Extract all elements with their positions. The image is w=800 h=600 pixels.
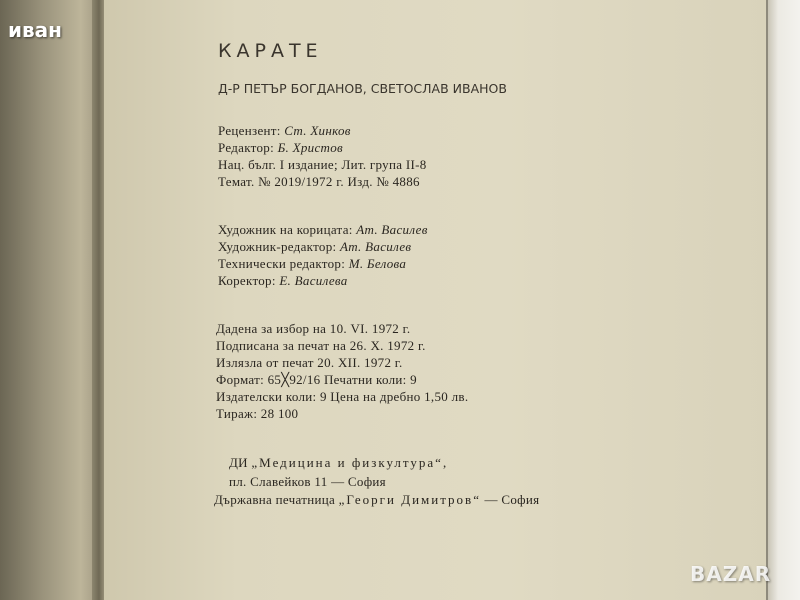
credit-edition [218, 157, 427, 173]
printer-name: „Георги Димитров“ [338, 492, 481, 507]
print-info-line: Дадена за избор на 10. VI. 1972 г. [216, 321, 411, 336]
print-info-line: Тираж: 28 100 [216, 406, 299, 421]
credit-label: Нац. бълг. I издание; Лит. група II-8 [218, 157, 427, 172]
left-page [0, 0, 95, 600]
staff-tech-editor [218, 256, 406, 272]
page-edge [766, 0, 800, 600]
credit-label: Темат. № 2019/1972 г. Изд. № 4886 [218, 174, 420, 189]
print-info-line: Излязла от печат 20. XII. 1972 г. [216, 355, 403, 370]
book-title: КАРАТЕ [218, 40, 323, 62]
publisher-address: пл. Славейков 11 — София [229, 474, 386, 489]
staff-art-editor [218, 239, 411, 255]
print-info-line: Формат: 65╳92/16 Печатни коли: 9 [216, 372, 417, 387]
staff-value: Ат. Василев [356, 222, 428, 237]
credit-label: Рецензент: [218, 123, 285, 138]
credit-reviewer [218, 123, 351, 139]
staff-value: Ат. Василев [339, 239, 412, 254]
printing-house [214, 492, 539, 508]
printer-prefix: Държавна печатница [214, 492, 339, 507]
print-info-line: Подписана за печат на 26. X. 1972 г. [216, 338, 426, 353]
credit-value: Ст. Хинков [284, 123, 351, 138]
staff-label: Художник на корицата: [218, 222, 357, 237]
staff-proofreader [218, 273, 348, 289]
staff-cover-artist [218, 222, 428, 238]
staff-label: Технически редактор: [218, 256, 349, 271]
credit-label: Редактор: [218, 140, 278, 155]
watermark-top: иван [8, 18, 62, 42]
staff-value: М. Белова [348, 256, 407, 271]
credit-editor [218, 140, 343, 156]
credit-value: Б. Христов [277, 140, 343, 155]
credit-thematic [218, 174, 420, 190]
watermark-bottom: BAZAR [690, 562, 772, 586]
staff-value: Е. Василева [279, 273, 348, 288]
staff-label: Коректор: [218, 273, 280, 288]
book-authors: Д-Р ПЕТЪР БОГДАНОВ, СВЕТОСЛАВ ИВАНОВ [218, 81, 507, 96]
print-info-line: Издателски коли: 9 Цена на дребно 1,50 лв. [216, 389, 469, 404]
publisher-name [229, 455, 448, 471]
printer-suffix: — София [480, 492, 540, 507]
publisher-prefix: ДИ [229, 455, 252, 470]
publisher-house: „Медицина и физкултура“, [251, 455, 449, 470]
staff-label: Художник-редактор: [218, 239, 340, 254]
